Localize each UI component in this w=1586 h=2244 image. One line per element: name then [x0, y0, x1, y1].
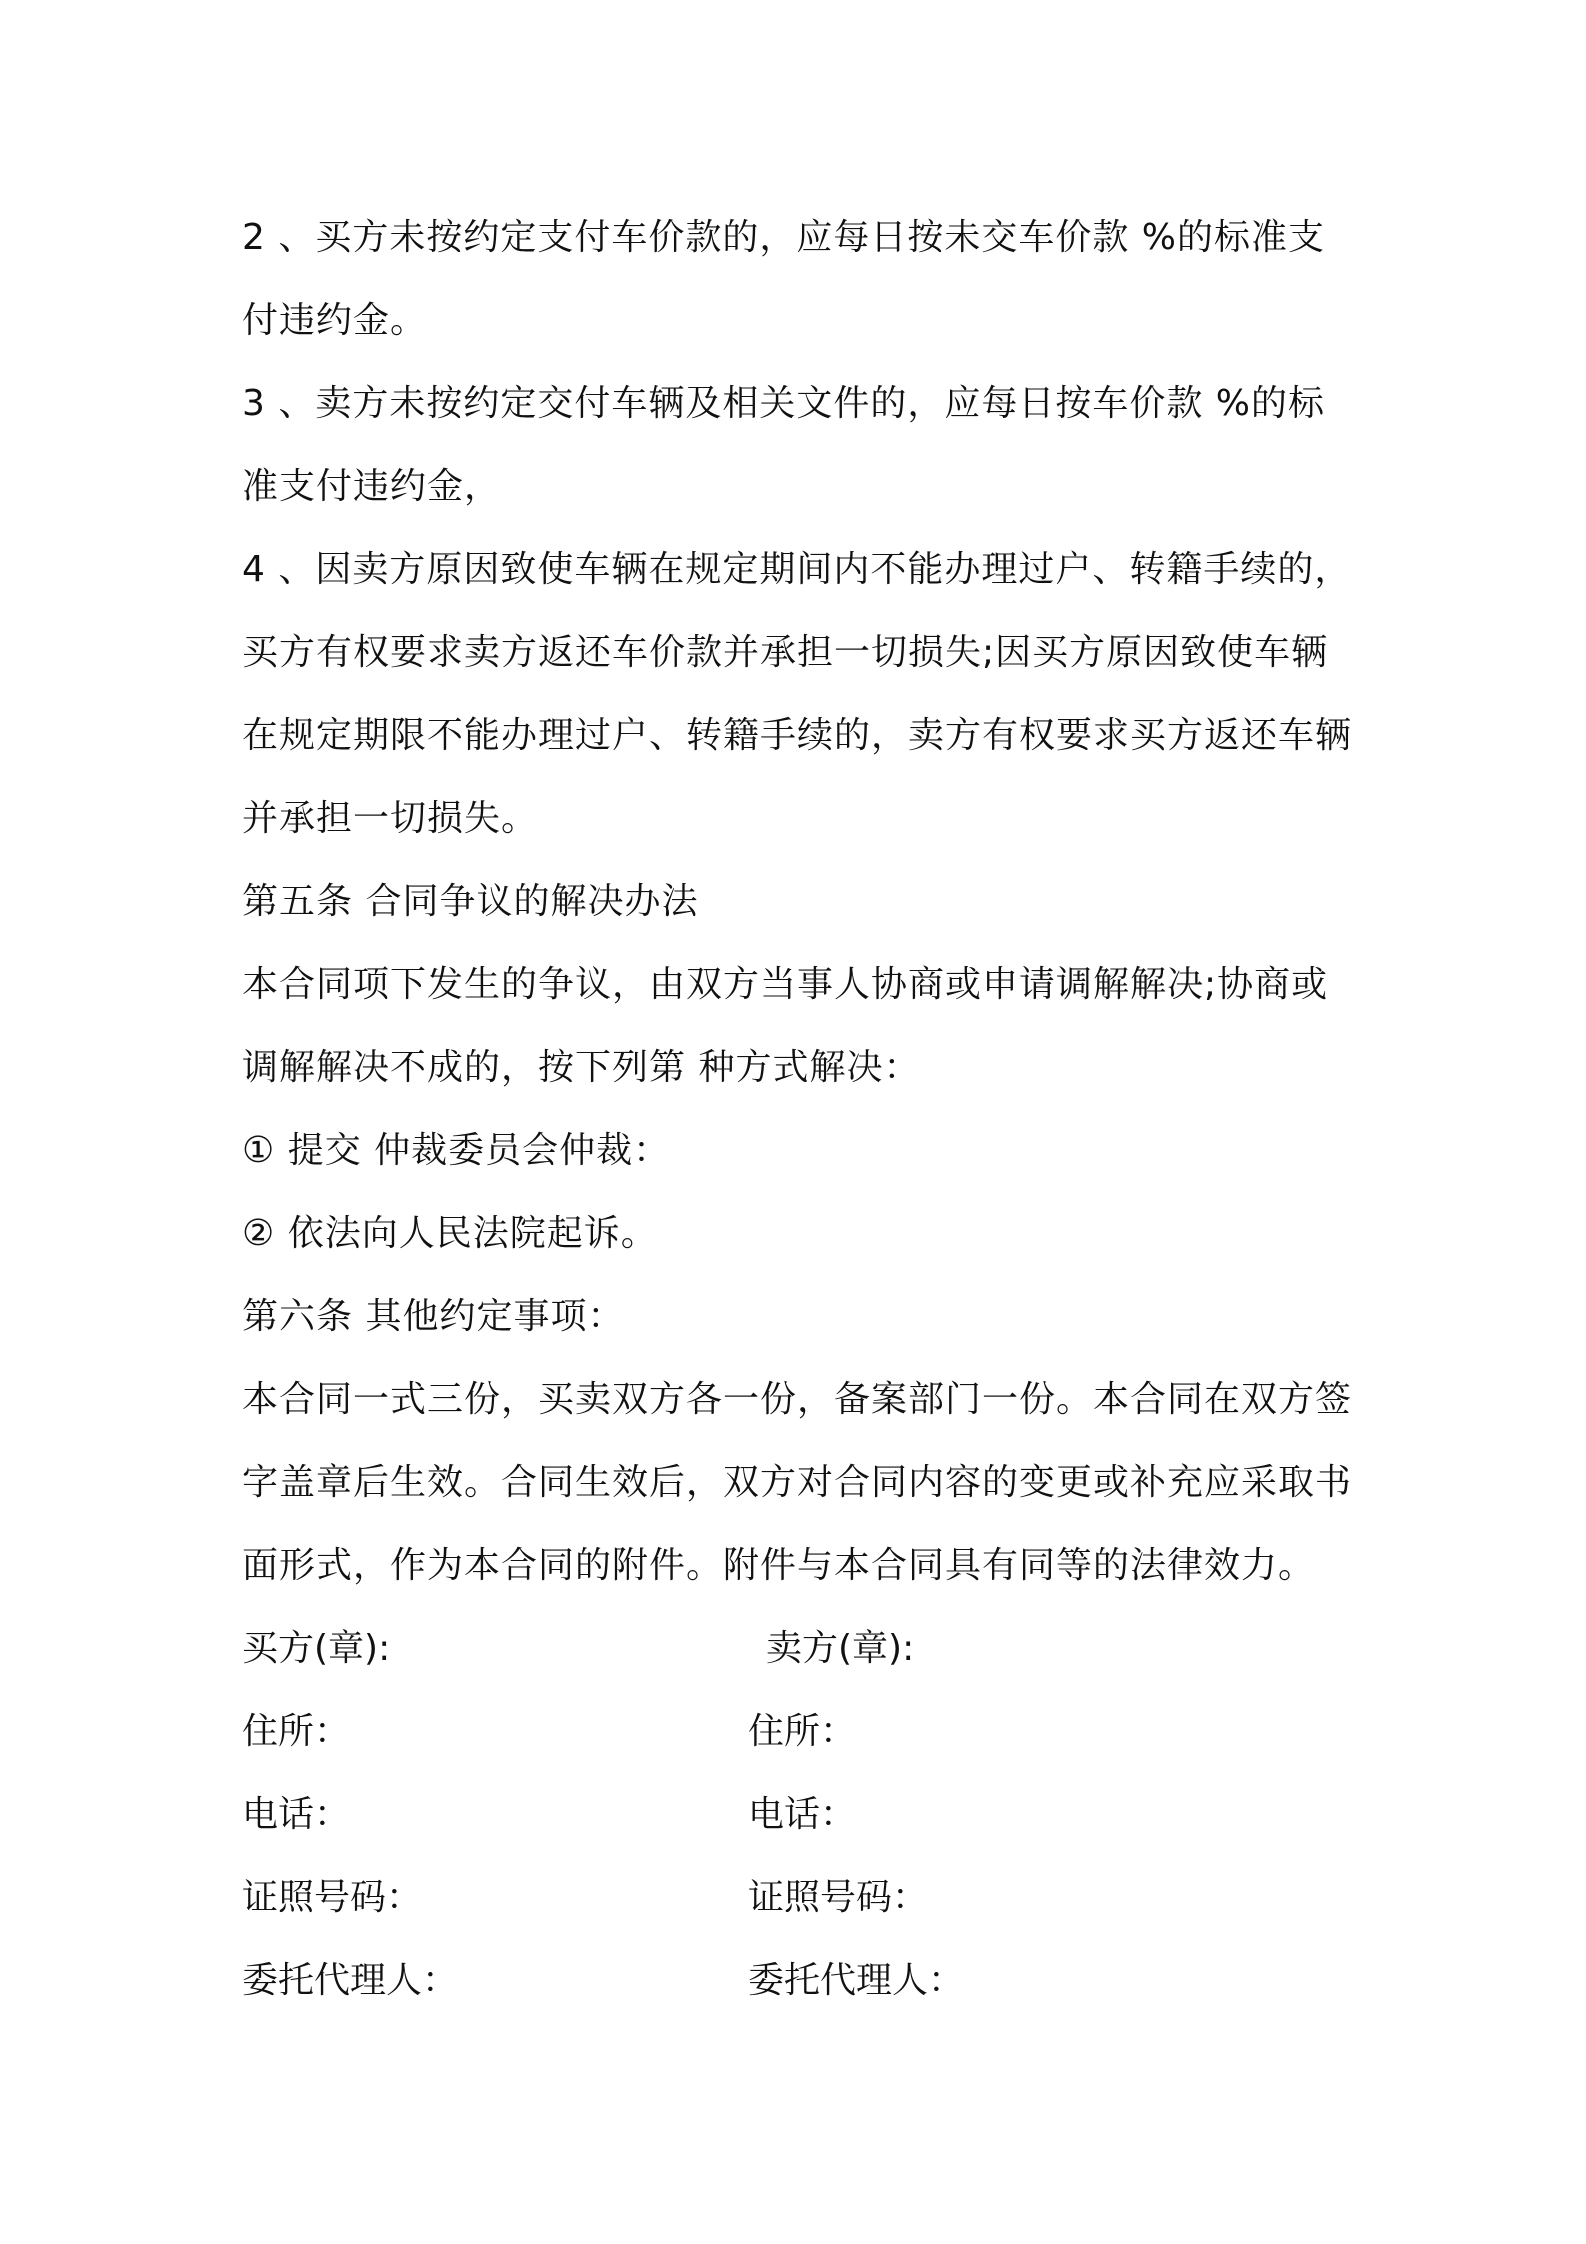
seller-id-label: 证照号码： [748, 1877, 929, 1918]
buyer-agent-label: 委托代理人： [242, 1960, 459, 2001]
seller-seal-label: 卖方(章): [766, 1628, 915, 1669]
article-6-heading [242, 1275, 1372, 1358]
buyer-address-label: 住所： [242, 1711, 351, 1752]
text-line: 字盖章后生效。合同生效后，双方对合同内容的变更或补充应采取书 [242, 1462, 1353, 1503]
option-1-arbitration [242, 1109, 1372, 1192]
section-heading: 第六条 其他约定事项： [242, 1296, 625, 1337]
list-item: ② 依法向人民法院起诉。 [242, 1213, 658, 1254]
clause-4-transfer-failure [242, 528, 1372, 860]
text-line: 4 、因卖方原因致使车辆在规定期间内不能办理过户、转籍手续的， [242, 549, 1352, 590]
text-line: 本合同一式三份，买卖双方各一份，备案部门一份。本合同在双方签 [242, 1379, 1353, 1420]
signature-row-address [242, 1690, 1372, 1773]
dispute-resolution-text [242, 943, 1372, 1109]
seller-agent-label: 委托代理人： [748, 1960, 965, 2001]
text-line: 付违约金。 [242, 300, 428, 341]
clause-3-penalty-seller [242, 362, 1372, 528]
section-heading: 第五条 合同争议的解决办法 [242, 881, 699, 922]
contract-body [242, 196, 1372, 2022]
clause-2-penalty-buyer [242, 196, 1372, 362]
option-2-court [242, 1192, 1372, 1275]
signature-row-seal [242, 1607, 1372, 1690]
text-line: 面形式，作为本合同的附件。附件与本合同具有同等的法律效力。 [242, 1545, 1316, 1586]
seller-phone-label: 电话： [748, 1794, 857, 1835]
buyer-seal-label: 买方(章): [242, 1628, 391, 1669]
signature-block [242, 1607, 1372, 2022]
seller-address-label: 住所： [748, 1711, 857, 1752]
list-item: ① 提交 仲裁委员会仲裁： [242, 1130, 671, 1171]
buyer-phone-label: 电话： [242, 1794, 351, 1835]
text-line: 准支付违约金， [242, 466, 502, 507]
article-5-heading [242, 860, 1372, 943]
text-line: 本合同项下发生的争议，由双方当事人协商或申请调解解决;协商或 [242, 964, 1329, 1005]
text-line: 2 、买方未按约定支付车价款的，应每日按未交车价款 %的标准支 [242, 217, 1325, 258]
signature-row-phone [242, 1773, 1372, 1856]
signature-row-id [242, 1856, 1372, 1939]
buyer-id-label: 证照号码： [242, 1877, 423, 1918]
signature-row-agent [242, 1939, 1372, 2022]
text-line: 在规定期限不能办理过户、转籍手续的，卖方有权要求买方返还车辆 [242, 715, 1353, 756]
text-line: 调解解决不成的，按下列第 种方式解决： [242, 1047, 921, 1088]
text-line: 买方有权要求卖方返还车价款并承担一切损失;因买方原因致使车辆 [242, 632, 1329, 673]
other-terms-text [242, 1358, 1372, 1607]
text-line: 3 、卖方未按约定交付车辆及相关文件的，应每日按车价款 %的标 [242, 383, 1325, 424]
text-line: 并承担一切损失。 [242, 798, 539, 839]
